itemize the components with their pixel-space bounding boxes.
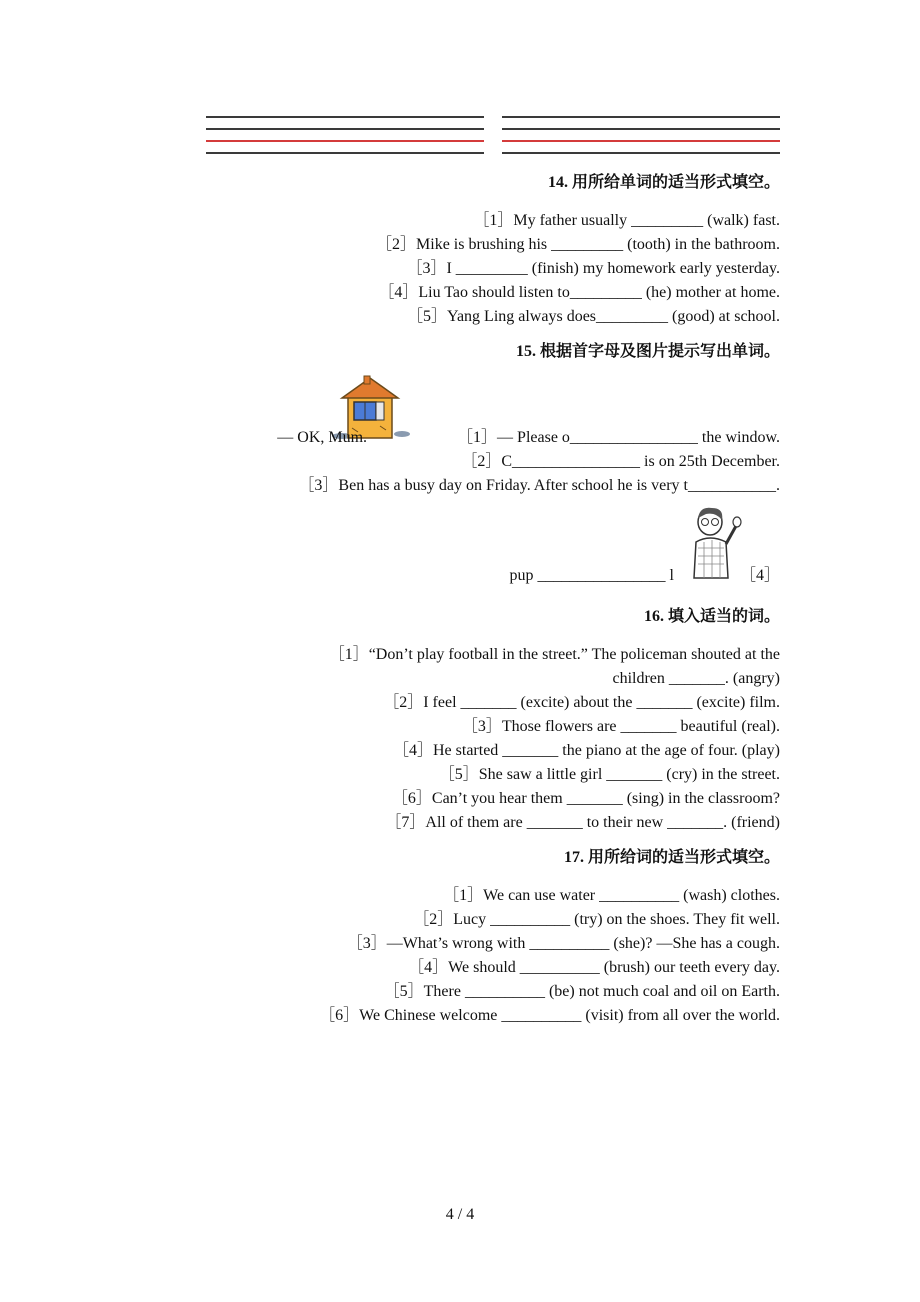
section-16-item: ［1］“Don’t play football in the street.” The policeman shouted at the — [328, 646, 780, 663]
section-15-item-4-text: pup ________________ l — [509, 567, 674, 584]
section-16-number: 16. — [643, 608, 664, 625]
section-14-item: ［5］Yang Ling always does_________ (good) at school. — [406, 308, 780, 325]
section-16-item: children _______. (angry) — [612, 670, 780, 687]
section-16-item: ［5］She saw a little girl _______ (cry) in the street. — [438, 766, 780, 783]
section-15-item-1-prefix: — OK, Mum. — [277, 429, 368, 446]
section-16-heading — [644, 607, 780, 627]
section-14-title: 用所给单词的适当形式填空。 — [571, 174, 780, 191]
section-16-item: ［7］All of them are _______ to their new _______. (friend) — [385, 814, 780, 831]
section-16-item: ［3］Those flowers are _______ beautiful (real). — [461, 718, 780, 735]
section-17-item: ［5］There __________ (be) not much coal and oil on Earth. — [383, 983, 780, 1000]
section-16-title: 填入适当的词。 — [667, 608, 780, 625]
section-17-item: ［4］We should __________ (brush) our teeth every day. — [408, 959, 780, 976]
section-15-item-1-text: ［1］— Please o________________ the window. — [457, 429, 780, 446]
section-17-number: 17. — [563, 849, 584, 866]
section-17-item: ［6］We Chinese welcome __________ (visit) from all over the world. — [319, 1007, 780, 1024]
section-16-item: ［6］Can’t you hear them _______ (sing) in the classroom? — [391, 790, 780, 807]
section-14-item: ［2］Mike is brushing his _________ (tooth) in the bathroom. — [376, 236, 780, 253]
page-number: 4 / 4 — [445, 1206, 475, 1223]
section-15-item-1 — [277, 428, 780, 448]
section-17-item: ［1］We can use water __________ (wash) clothes. — [443, 887, 780, 904]
section-14-heading — [548, 173, 780, 193]
section-15-item-3: ［3］Ben has a busy day on Friday. After school he is very t___________. — [298, 477, 780, 494]
section-17-item: ［3］—What’s wrong with __________ (she)? —She has a cough. — [346, 935, 780, 952]
section-14-number: 14. — [547, 174, 568, 191]
section-17-item: ［2］Lucy __________ (try) on the shoes. They fit well. — [413, 911, 780, 928]
section-15-title: 根据首字母及图片提示写出单词。 — [539, 343, 780, 360]
section-15-item-4 — [510, 566, 780, 586]
section-15-heading — [516, 342, 780, 362]
section-15-item-4-number: ［4］ — [739, 567, 780, 584]
section-15-number: 15. — [515, 343, 536, 360]
section-17-title: 用所给词的适当形式填空。 — [587, 849, 780, 866]
section-14-item: ［4］Liu Tao should listen to_________ (he) mother at home. — [378, 284, 780, 301]
section-14-item: ［1］My father usually _________ (walk) fast. — [473, 212, 780, 229]
section-17-heading — [564, 848, 780, 868]
section-16-item: ［4］He started _______ the piano at the age of four. (play) — [392, 742, 780, 759]
section-16-item: ［2］I feel _______ (excite) about the _______ (excite) film. — [383, 694, 780, 711]
section-14-item: ［3］I _________ (finish) my homework early yesterday. — [406, 260, 780, 277]
section-15-item-2: ［2］C________________ is on 25th December. — [461, 453, 780, 470]
